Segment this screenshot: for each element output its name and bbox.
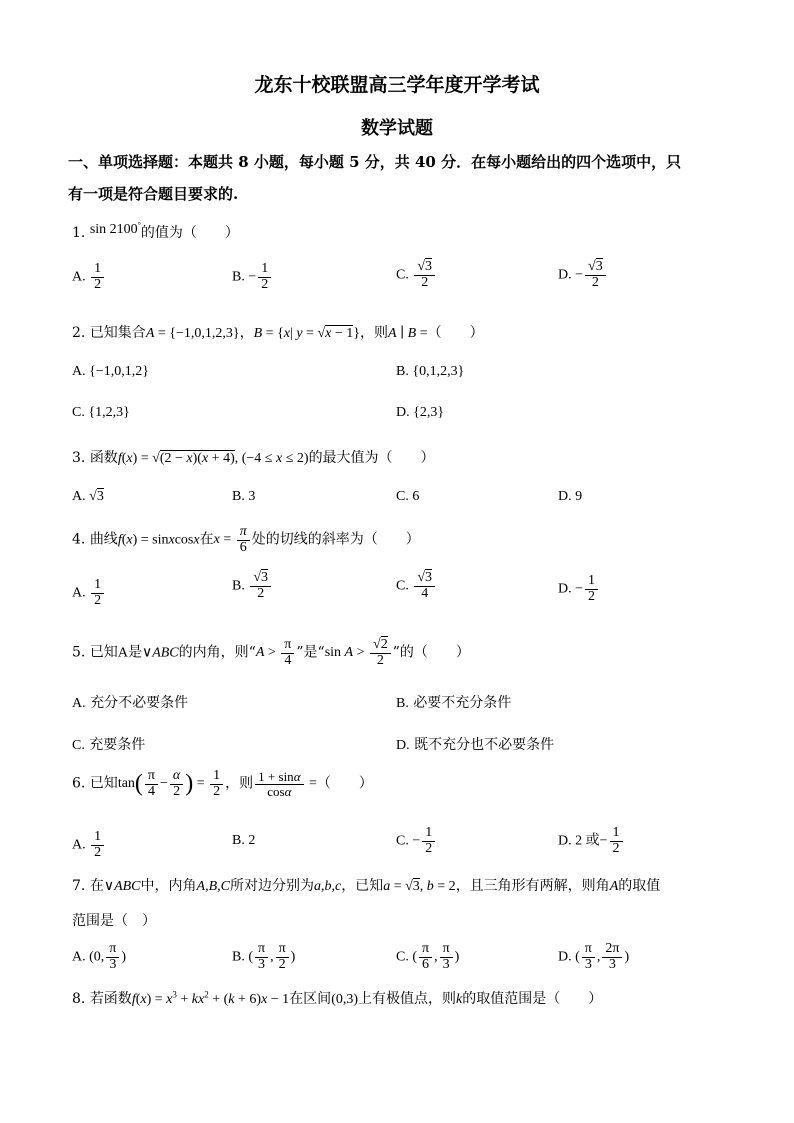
q5-option-a: A. 充分不必要条件 — [72, 695, 189, 711]
q5-option-b: B. 必要不充分条件 — [396, 695, 512, 711]
section-heading-line2: 有一项是符合题目要求的. — [68, 185, 239, 203]
q3-option-a: A. √3 — [72, 489, 104, 504]
q6-option-a: A. $\frac{1}{2}$ — [72, 830, 106, 860]
question-7-line2: 范围是（ ） — [72, 913, 156, 929]
q3-option-c: C. 6 — [396, 489, 420, 504]
question-5: 5. 已知A是∨ABC的内角，则“A > $\frac{\pi}{4}$ ”是“sin A > $\frac{√2}{2}$ ”的（ ） — [72, 637, 470, 668]
q2-option-d: D. {2,3} — [396, 405, 445, 420]
question-6: 6. 已知tan( $\frac{\pi}{4}$ − $\frac{\alpha}{2}$ ) = $\frac{1}{2}$ ，则 $\frac{1 + \sin\alpha}{\cos\alpha}$ =（ ） — [72, 768, 373, 799]
q1-option-a: A. $\frac{1}{2}$ — [72, 262, 106, 292]
q6-option-c: C. − $\frac{1}{2}$ — [396, 826, 437, 856]
q1-expression: sin 2100° — [89, 220, 141, 237]
q2-option-a: A. {−1,0,1,2} — [72, 364, 149, 379]
question-7: 7. 在∨ABC中，内角A,B,C所对边分别为a,b,c，已知a = √3, b = 2，且三角形有两解，则角A的取值 — [72, 878, 661, 894]
q4-option-b: B. $\frac{√3}{2}$ — [232, 571, 273, 601]
question-4: 4. 曲线f(x) = sinxcosx在x = $\frac{\pi}{6}$ 处的切线的斜率为（ ） — [72, 524, 420, 555]
q5-option-c: C. 充要条件 — [72, 737, 146, 753]
q7-option-c: C. ( $\frac{\pi}{6}$ , $\frac{\pi}{3}$ ) — [396, 941, 460, 972]
question-3: 3. 函数f(x) = √(2 − x)(x + 4), (−4 ≤ x ≤ 2)的最大值为（ ） — [72, 450, 435, 466]
q2-option-b: B. {0,1,2,3} — [396, 364, 465, 379]
q6-option-b: B. 2 — [232, 833, 256, 848]
subject-title: 数学试题 — [361, 118, 433, 139]
q3-option-d: D. 9 — [558, 489, 583, 504]
q4-option-a: A. $\frac{1}{2}$ — [72, 578, 106, 608]
q2-option-c: C. {1,2,3} — [72, 405, 130, 420]
q7-option-d: D. ( $\frac{\pi}{3}$ , $\frac{2\pi}{3}$ ) — [558, 941, 630, 972]
q1-option-c: C. $\frac{√3}{2}$ — [396, 260, 437, 290]
question-8: 8. 若函数$f(x) = x^3 + kx^2 + (k + 6)x - 1$在区间(0,3)上有极值点，则k的取值范围是（ ） — [72, 989, 603, 1007]
q4-option-d: D. − $\frac{1}{2}$ — [558, 574, 600, 604]
exam-title: 龙东十校联盟高三学年度开学考试 — [254, 74, 540, 96]
section-heading-line1: 一、单项选择题：本题共 8 小题，每小题 5 分，共 40 分．在每小题给出的四个选项中，只 — [68, 153, 682, 171]
question-1: 1. sin 2100°的值为（ ） — [72, 220, 239, 241]
q7-option-a: A. (0, $\frac{\pi}{3}$ ) — [72, 941, 127, 972]
q7-option-b: B. ( $\frac{\pi}{3}$ , $\frac{\pi}{2}$ ) — [232, 941, 296, 972]
q1-option-b: B. − $\frac{1}{2}$ — [232, 262, 273, 292]
question-2: 2. 已知集合A = {−1,0,1,2,3}，B = {x| y = √x − 1}，则A ∣ B =（ ） — [72, 325, 484, 341]
q5-option-d: D. 既不充分也不必要条件 — [396, 737, 555, 753]
q3-option-b: B. 3 — [232, 489, 256, 504]
q6-option-d: D. 2 或− $\frac{1}{2}$ — [558, 826, 625, 856]
q4-option-c: C. $\frac{√3}{4}$ — [396, 571, 437, 601]
q1-option-d: D. − $\frac{√3}{2}$ — [558, 260, 608, 290]
